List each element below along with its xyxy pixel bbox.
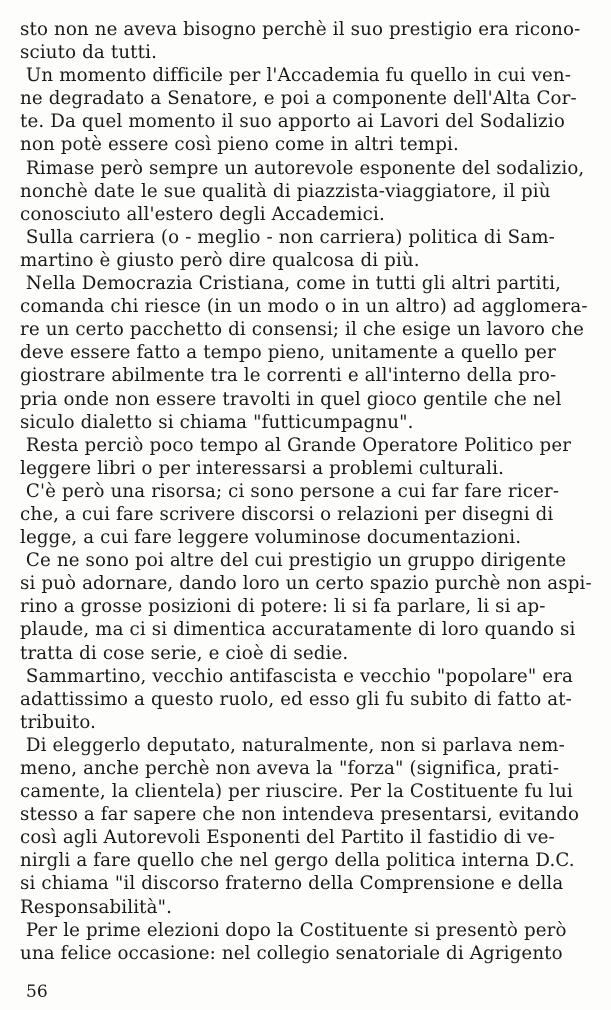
text-line: legge, a cui fare leggere voluminose documentazioni. bbox=[20, 527, 522, 549]
text-line: deve essere fatto a tempo pieno, unitamente a quello per bbox=[20, 342, 556, 364]
text-line: plaude, ma ci si dimentica accuratamente di loro quando si bbox=[20, 619, 576, 641]
text-line: si chiama "il discorso fraterno della Comprensione e della bbox=[20, 873, 564, 895]
text-line: così agli Autorevoli Esponenti del Partito il fastidio di ve- bbox=[20, 827, 555, 849]
text-line: Resta perciò poco tempo al Grande Operatore Politico per bbox=[20, 434, 572, 456]
text-line: te. Da quel momento il suo apporto ai Lavori del Sodalizio bbox=[20, 111, 565, 133]
text-line: siculo dialetto si chiama "futticumpagnu". bbox=[20, 411, 414, 433]
text-line: re un certo pacchetto di consensi; il che esige un lavoro che bbox=[20, 319, 585, 341]
text-line: ne degradato a Senatore, e poi a componente dell'Alta Cor- bbox=[20, 88, 577, 110]
text-line: Di eleggerlo deputato, naturalmente, non si parlava nem- bbox=[20, 734, 565, 756]
text-line: tribuito. bbox=[20, 711, 97, 733]
text-line: camente, la clientela) per riuscire. Per la Costituente fu lui bbox=[20, 781, 573, 803]
text-line: C'è però una risorsa; ci sono persone a cui far fare ricer- bbox=[20, 480, 560, 502]
body-text bbox=[20, 18, 596, 965]
text-line: nirgli a fare quello che nel gergo della politica interna D.C. bbox=[20, 850, 575, 872]
text-line: comanda chi riesce (in un modo o in un altro) ad agglomera- bbox=[20, 296, 588, 318]
text-line: Sammartino, vecchio antifascista e vecchio "popolare" era bbox=[20, 665, 574, 687]
text-line: Sulla carriera (o - meglio - non carriera) politica di Sam- bbox=[20, 226, 555, 248]
text-line: tratta di cose serie, e cioè di sedie. bbox=[20, 642, 349, 664]
text-line: adattissimo a questo ruolo, ed esso gli fu subito di fatto at- bbox=[20, 688, 572, 710]
text-line: si può adornare, dando loro un certo spazio purchè non aspi- bbox=[20, 573, 592, 595]
text-line: Responsabilità". bbox=[20, 896, 173, 918]
text-line: Nella Democrazia Cristiana, come in tutti gli altri partiti, bbox=[20, 273, 562, 295]
text-line: stesso a far sapere che non intendeva presentarsi, evitando bbox=[20, 804, 580, 826]
text-line: sto non ne aveva bisogno perchè il suo prestigio era ricono- bbox=[20, 19, 581, 40]
text-line: che, a cui fare scrivere discorsi o relazioni per disegni di bbox=[20, 503, 554, 525]
text-line: una felice occasione: nel collegio senatoriale di Agrigento bbox=[20, 942, 563, 964]
text-line: conosciuto all'estero degli Accademici. bbox=[20, 203, 385, 225]
text-line: leggere libri o per interessarsi a problemi culturali. bbox=[20, 457, 505, 479]
page-number: 56 bbox=[26, 982, 48, 1002]
text-line: non potè essere così pieno come in altri tempi. bbox=[20, 134, 459, 156]
text-line: Ce ne sono poi altre del cui prestigio un gruppo dirigente bbox=[20, 550, 567, 572]
text-line: rino a grosse posizioni di potere: li si fa parlare, li si ap- bbox=[20, 596, 546, 618]
text-line: meno, anche perchè non aveva la "forza" (significa, prati- bbox=[20, 758, 560, 779]
text-line: pria onde non essere travolti in quel gioco gentile che nel bbox=[20, 388, 562, 410]
text-line: Per le prime elezioni dopo la Costituente si presentò però bbox=[20, 919, 567, 941]
text-line: nonchè date le sue qualità di piazzista-viaggiatore, il più bbox=[20, 180, 551, 202]
text-line: giostrare abilmente tra le correnti e all'interno della pro- bbox=[20, 365, 557, 387]
text-line: Un momento difficile per l'Accademia fu quello in cui ven- bbox=[20, 65, 572, 87]
text-line: martino è giusto però dire qualcosa di più. bbox=[20, 249, 420, 271]
text-line: sciuto da tutti. bbox=[20, 42, 157, 64]
text-line: Rimase però sempre un autorevole esponente del sodalizio, bbox=[20, 157, 585, 179]
